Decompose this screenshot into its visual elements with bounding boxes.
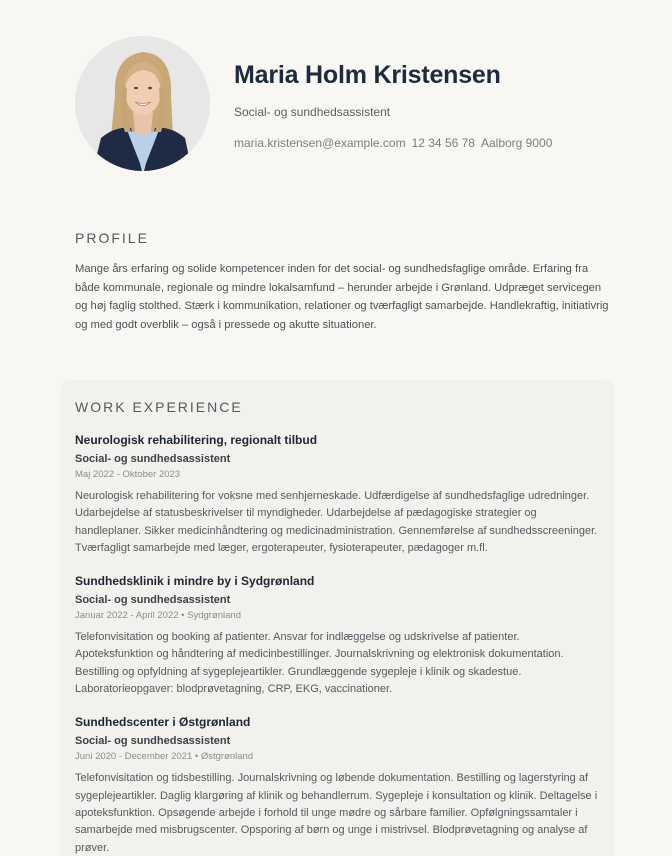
job-description: Telefonvisitation og booking af patienter. Ansvar for indlæggelse og udskrivelse af patienter. Apoteksfunktion og håndtering af medicinbestillinger. Journalskrivning og elektronisk dokumentation. Bestilling og opfyldning af sygeplejeartikler. Grundlæggende sygepleje i klinik og skadestue. Laboratorieopgaver: blodprøvetagning, CRP, EKG, vaccinationer. — [75, 631, 564, 696]
profile-section — [75, 230, 615, 334]
avatar — [75, 36, 210, 171]
profile-heading: PROFILE — [75, 230, 149, 246]
contact-info — [234, 136, 552, 150]
candidate-name: Maria Holm Kristensen — [234, 61, 501, 89]
job-company: Sundhedsklinik i mindre by i Sydgrønland — [75, 574, 315, 589]
job-position: Social- og sundhedsassistent — [75, 453, 231, 465]
portrait-photo-icon — [75, 36, 210, 171]
job-company: Neurologisk rehabilitering, regionalt tilbud — [75, 433, 318, 447]
profile-text: Mange års erfaring og solide kompetencer inden for det social- og sundhedsfaglige område. Erfaring fra både kommunale, regionale og mindre lokalsamfund – herunder arbejde i Grønland. Udpræget servicegen og høj faglig stolthed. Stærk i kommunikation, relationer og tværfagligt samarbejde. Handlekraftig, initiativrig og med godt overblik – også i pressede og akutte situationer. — [75, 263, 609, 331]
job-dates: Juni 2020 - December 2021 • Østgrønland — [75, 751, 254, 763]
job-dates: Maj 2022 - Oktober 2023 — [75, 469, 181, 480]
job-position: Social- og sundhedsassistent — [75, 735, 231, 748]
job-position: Social- og sundhedsassistent — [75, 594, 231, 607]
resume-header — [75, 36, 615, 172]
candidate-headline: Social- og sundhedsassistent — [234, 105, 391, 119]
job-dates: Januar 2022 - April 2022 • Sydgrønland — [75, 610, 241, 622]
job-entry — [75, 433, 600, 557]
location: Aalborg 9000 — [480, 136, 553, 150]
job-description: Telefonvisitation og tidsbestilling. Journalskrivning og løbende dokumentation. Bestilling og lagerstyring af sygeplejeartikler. Daglig klargøring af klinik og behandlerrum. Sygepleje i konsultation og klinik. Deltagelse i apoteksfunktion. Opsøgende arbejde i forhold til unge mødre og sårbare familier. Opfølgningssamtaler i samarbejde med misbrugscenter. Opsporing af børn og unge i mistrivsel. Blodprøvetagning og analyse af prøver. — [75, 772, 598, 854]
work-experience-section — [60, 380, 615, 856]
phone-number: 12 34 56 78 — [411, 136, 475, 150]
job-company: Sundhedscenter i Østgrønland — [75, 715, 251, 730]
email-link[interactable]: maria.kristensen@example.com — [234, 136, 406, 150]
job-entry — [75, 574, 600, 698]
job-description: Neurologisk rehabilitering for voksne med senhjerneskade. Udfærdigelse af sundhedsfaglige udredninger. Udarbejdelse af statusbeskrivelser til myndigheder. Udarbejdelse af pædagogiske strategier og handleplaner. Sikker medicinhåndtering og medicinadministration. Gennemførelse af sundhedsscreeninger. Tværfagligt samarbejde med læger, ergoterapeuter, fysioterapeuter, pædagoger m.fl. — [75, 490, 598, 554]
work-experience-heading: WORK EXPERIENCE — [75, 399, 243, 415]
job-entry — [75, 715, 600, 856]
